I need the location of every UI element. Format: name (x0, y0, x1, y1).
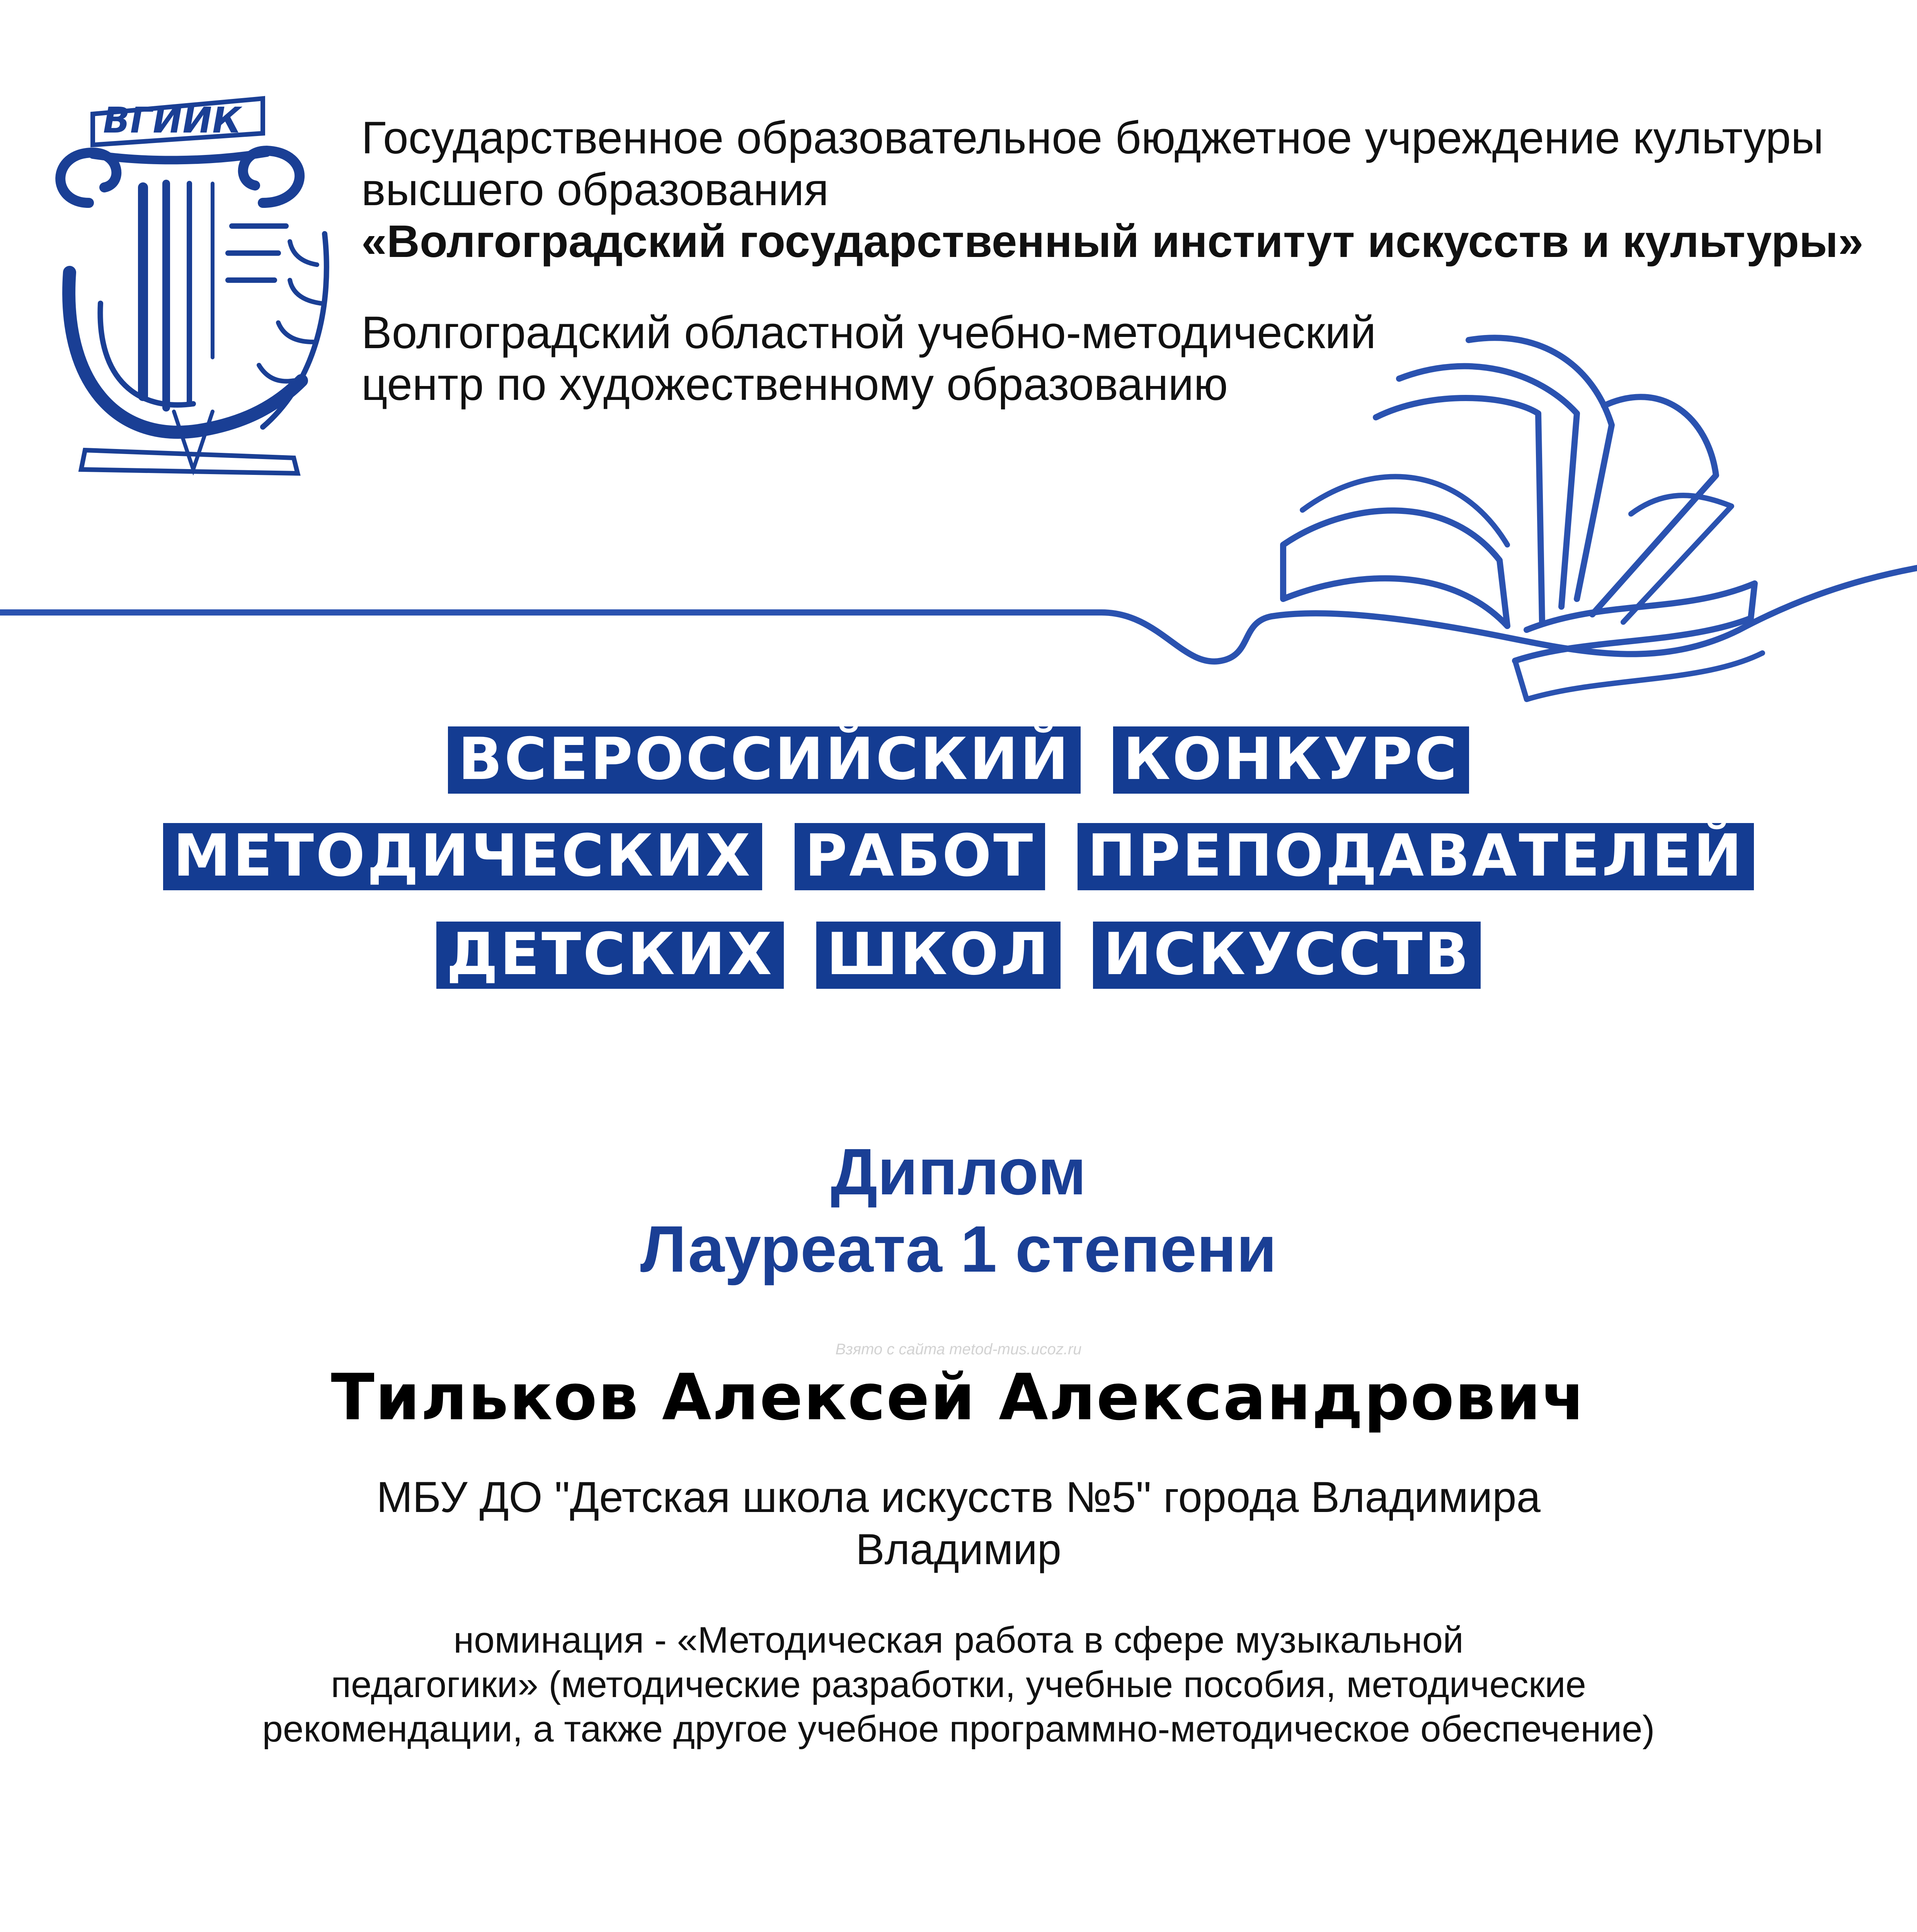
contest-word: ВСЕРОССИЙСКИЙ (448, 726, 1080, 794)
nomination-line-2: педагогики» (методические разработки, учебные пособия, методические (331, 1664, 1586, 1705)
open-book-icon (0, 328, 1917, 715)
contest-word: МЕТОДИЧЕСКИХ (163, 823, 762, 890)
header-institute-name: «Волгоградский государственный институт искусств и культуры» (361, 216, 1864, 267)
recipient-name: Тильков Алексей Александрович (331, 1360, 1586, 1434)
header-line-5: центр по художественному образованию (361, 359, 1228, 410)
header-line-4: Волгоградский областной учебно-методический (361, 307, 1376, 358)
contest-word: КОНКУРС (1113, 726, 1469, 794)
diploma-title: Диплом (831, 1135, 1086, 1209)
contest-title-line-3 (0, 922, 1917, 989)
contest-word: ШКОЛ (816, 922, 1061, 989)
header-line-1: Государственное образовательное бюджетное учреждение культуры (361, 112, 1824, 163)
nomination-line-3: рекомендации, а также другое учебное программно-методическое обеспечение) (262, 1708, 1655, 1750)
recipient-institution: МБУ ДО "Детская школа искусств №5" города Владимира (376, 1473, 1541, 1521)
contest-title-line-2 (0, 823, 1917, 890)
source-watermark: Взято с сайта metod-mus.ucoz.ru (835, 1341, 1082, 1358)
contest-title-line-1 (0, 726, 1917, 794)
header-line-2: высшего образования (361, 164, 829, 215)
contest-word: ПРЕПОДАВАТЕЛЕЙ (1078, 823, 1754, 890)
recipient-city: Владимир (855, 1525, 1062, 1573)
contest-word: РАБОТ (795, 823, 1045, 890)
nomination-line-1: номинация - «Методическая работа в сфере музыкальной (453, 1619, 1464, 1661)
logo-text: ВГИИК (99, 99, 245, 141)
contest-word: ДЕТСКИХ (436, 922, 784, 989)
diploma-degree: Лауреата 1 степени (640, 1213, 1277, 1286)
contest-word: ИСКУССТВ (1093, 922, 1481, 989)
